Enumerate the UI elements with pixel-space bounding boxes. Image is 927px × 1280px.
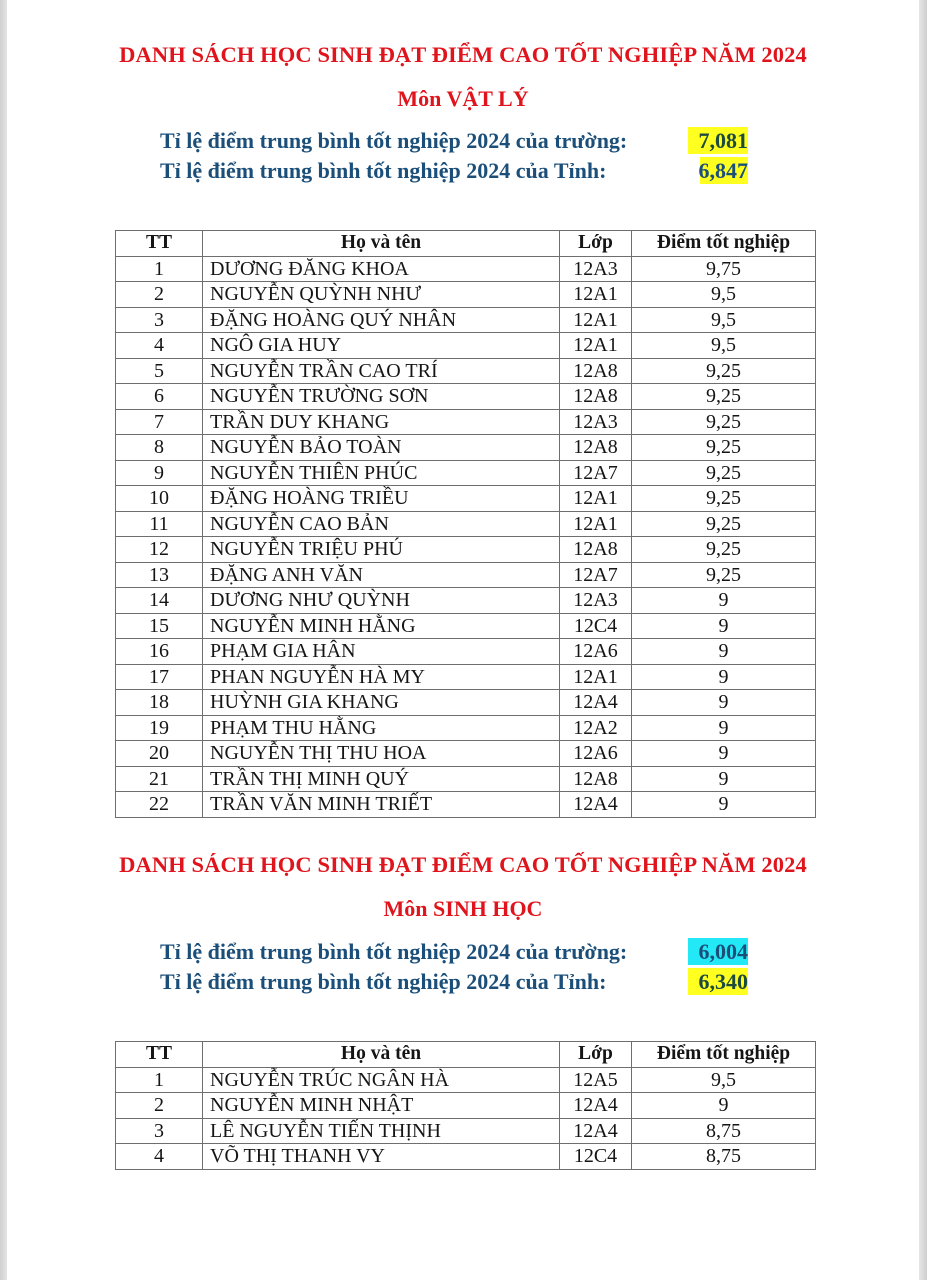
row-number: 4 — [116, 333, 203, 359]
class-name: 12A1 — [560, 307, 632, 333]
table-row — [116, 460, 816, 486]
graduation-score: 9 — [632, 766, 816, 792]
section-title: DANH SÁCH HỌC SINH ĐẠT ĐIỂM CAO TỐT NGHIỆP NĂM 2024 — [119, 42, 807, 67]
class-name: 12A1 — [560, 333, 632, 359]
row-number: 12 — [116, 537, 203, 563]
student-name: HUỲNH GIA KHANG — [203, 690, 560, 716]
table-row — [116, 792, 816, 818]
subject-heading: Môn VẬT LÝ — [397, 86, 529, 111]
graduation-score: 9 — [632, 1093, 816, 1119]
student-name: TRẦN DUY KHANG — [203, 409, 560, 435]
page-edge-left — [0, 0, 7, 1280]
province-average-value: 6,340 — [688, 968, 748, 995]
table-row — [116, 384, 816, 410]
table-row — [116, 409, 816, 435]
class-name: 12A7 — [560, 460, 632, 486]
biology-score-table — [115, 1041, 816, 1170]
school-average-label: Tỉ lệ điểm trung bình tốt nghiệp 2024 của trường: — [160, 128, 628, 153]
row-number: 1 — [116, 256, 203, 282]
student-name: ĐẶNG HOÀNG TRIỀU — [203, 486, 560, 512]
row-number: 22 — [116, 792, 203, 818]
row-number: 18 — [116, 690, 203, 716]
class-name: 12A8 — [560, 384, 632, 410]
student-name: NGUYỄN CAO BẢN — [203, 511, 560, 537]
row-number: 19 — [116, 715, 203, 741]
section-title: DANH SÁCH HỌC SINH ĐẠT ĐIỂM CAO TỐT NGHIỆP NĂM 2024 — [119, 852, 807, 877]
class-name: 12A8 — [560, 435, 632, 461]
table-row — [116, 664, 816, 690]
student-name: TRẦN VĂN MINH TRIẾT — [203, 792, 560, 818]
class-name: 12A4 — [560, 1118, 632, 1144]
biology-table-body — [116, 1067, 816, 1169]
physics-score-table — [115, 230, 816, 818]
class-name: 12A7 — [560, 562, 632, 588]
row-number: 8 — [116, 435, 203, 461]
graduation-score: 8,75 — [632, 1144, 816, 1170]
graduation-score: 9 — [632, 613, 816, 639]
header-score: Điểm tốt nghiệp — [632, 1042, 816, 1068]
row-number: 15 — [116, 613, 203, 639]
student-name: NGUYỄN TRẦN CAO TRÍ — [203, 358, 560, 384]
row-number: 9 — [116, 460, 203, 486]
row-number: 13 — [116, 562, 203, 588]
graduation-score: 9,25 — [632, 358, 816, 384]
student-name: VÕ THỊ THANH VY — [203, 1144, 560, 1170]
school-average-label: Tỉ lệ điểm trung bình tốt nghiệp 2024 của trường: — [160, 939, 628, 964]
row-number: 14 — [116, 588, 203, 614]
class-name: 12A1 — [560, 282, 632, 308]
student-name: NGUYỄN QUỲNH NHƯ — [203, 282, 560, 308]
graduation-score: 8,75 — [632, 1118, 816, 1144]
header-tt: TT — [116, 231, 203, 257]
graduation-score: 9 — [632, 741, 816, 767]
header-class: Lớp — [560, 231, 632, 257]
row-number: 21 — [116, 766, 203, 792]
table-row — [116, 511, 816, 537]
graduation-score: 9,5 — [632, 307, 816, 333]
header-class: Lớp — [560, 1042, 632, 1068]
graduation-score: 9 — [632, 664, 816, 690]
header-name: Họ và tên — [203, 231, 560, 257]
graduation-score: 9 — [632, 690, 816, 716]
row-number: 6 — [116, 384, 203, 410]
table-row — [116, 1118, 816, 1144]
graduation-score: 9,5 — [632, 282, 816, 308]
class-name: 12A1 — [560, 511, 632, 537]
graduation-score: 9,25 — [632, 384, 816, 410]
student-name: NGUYỄN MINH NHẬT — [203, 1093, 560, 1119]
class-name: 12A1 — [560, 664, 632, 690]
student-name: NGUYỄN TRƯỜNG SƠN — [203, 384, 560, 410]
student-name: DƯƠNG NHƯ QUỲNH — [203, 588, 560, 614]
student-name: NGUYỄN THIÊN PHÚC — [203, 460, 560, 486]
row-number: 3 — [116, 1118, 203, 1144]
student-name: NGUYỄN TRIỆU PHÚ — [203, 537, 560, 563]
class-name: 12A3 — [560, 588, 632, 614]
physics-table-body — [116, 256, 816, 817]
table-row — [116, 639, 816, 665]
student-name: PHAN NGUYỄN HÀ MY — [203, 664, 560, 690]
table-row — [116, 358, 816, 384]
class-name: 12A2 — [560, 715, 632, 741]
table-row — [116, 435, 816, 461]
table-row — [116, 256, 816, 282]
class-name: 12C4 — [560, 613, 632, 639]
province-average-value: 6,847 — [688, 157, 748, 184]
row-number: 10 — [116, 486, 203, 512]
province-average-label: Tỉ lệ điểm trung bình tốt nghiệp 2024 của Tỉnh: — [160, 158, 607, 183]
class-name: 12A4 — [560, 1093, 632, 1119]
class-name: 12A8 — [560, 537, 632, 563]
row-number: 2 — [116, 1093, 203, 1119]
student-name: DƯƠNG ĐĂNG KHOA — [203, 256, 560, 282]
class-name: 12A5 — [560, 1067, 632, 1093]
table-row — [116, 333, 816, 359]
school-average-value: 7,081 — [688, 127, 748, 154]
row-number: 16 — [116, 639, 203, 665]
table-row — [116, 537, 816, 563]
table-row — [116, 486, 816, 512]
row-number: 3 — [116, 307, 203, 333]
row-number: 5 — [116, 358, 203, 384]
graduation-score: 9,25 — [632, 537, 816, 563]
student-name: NGUYỄN MINH HẰNG — [203, 613, 560, 639]
table-row — [116, 766, 816, 792]
class-name: 12A6 — [560, 741, 632, 767]
graduation-score: 9 — [632, 639, 816, 665]
table-header-row — [116, 1042, 816, 1068]
graduation-score: 9 — [632, 792, 816, 818]
class-name: 12A3 — [560, 409, 632, 435]
class-name: 12C4 — [560, 1144, 632, 1170]
graduation-score: 9,25 — [632, 511, 816, 537]
table-row — [116, 1067, 816, 1093]
row-number: 11 — [116, 511, 203, 537]
header-score: Điểm tốt nghiệp — [632, 231, 816, 257]
student-name: PHẠM GIA HÂN — [203, 639, 560, 665]
class-name: 12A1 — [560, 486, 632, 512]
class-name: 12A3 — [560, 256, 632, 282]
table-row — [116, 613, 816, 639]
table-row — [116, 588, 816, 614]
table-row — [116, 1144, 816, 1170]
class-name: 12A4 — [560, 792, 632, 818]
student-name: NGUYỄN BẢO TOÀN — [203, 435, 560, 461]
graduation-score: 9,25 — [632, 435, 816, 461]
student-name: NGÔ GIA HUY — [203, 333, 560, 359]
table-row — [116, 307, 816, 333]
table-row — [116, 715, 816, 741]
student-name: NGUYỄN TRÚC NGÂN HÀ — [203, 1067, 560, 1093]
province-average-label: Tỉ lệ điểm trung bình tốt nghiệp 2024 của Tỉnh: — [160, 969, 607, 994]
page-edge-right — [919, 0, 927, 1280]
student-name: NGUYỄN THỊ THU HOA — [203, 741, 560, 767]
graduation-score: 9 — [632, 588, 816, 614]
row-number: 7 — [116, 409, 203, 435]
graduation-score: 9 — [632, 715, 816, 741]
graduation-score: 9,25 — [632, 486, 816, 512]
class-name: 12A4 — [560, 690, 632, 716]
student-name: ĐẶNG ANH VĂN — [203, 562, 560, 588]
document-page — [7, 0, 919, 1280]
row-number: 2 — [116, 282, 203, 308]
subject-heading: Môn SINH HỌC — [383, 896, 543, 921]
table-row — [116, 1093, 816, 1119]
header-tt: TT — [116, 1042, 203, 1068]
class-name: 12A8 — [560, 766, 632, 792]
table-row — [116, 690, 816, 716]
graduation-score: 9,5 — [632, 1067, 816, 1093]
student-name: PHẠM THU HẰNG — [203, 715, 560, 741]
student-name: LÊ NGUYỄN TIẾN THỊNH — [203, 1118, 560, 1144]
header-name: Họ và tên — [203, 1042, 560, 1068]
row-number: 4 — [116, 1144, 203, 1170]
row-number: 17 — [116, 664, 203, 690]
row-number: 1 — [116, 1067, 203, 1093]
table-row — [116, 562, 816, 588]
class-name: 12A8 — [560, 358, 632, 384]
table-row — [116, 741, 816, 767]
class-name: 12A6 — [560, 639, 632, 665]
student-name: ĐẶNG HOÀNG QUÝ NHÂN — [203, 307, 560, 333]
graduation-score: 9,25 — [632, 460, 816, 486]
graduation-score: 9,75 — [632, 256, 816, 282]
graduation-score: 9,5 — [632, 333, 816, 359]
student-name: TRẦN THỊ MINH QUÝ — [203, 766, 560, 792]
table-row — [116, 282, 816, 308]
row-number: 20 — [116, 741, 203, 767]
graduation-score: 9,25 — [632, 562, 816, 588]
table-header-row — [116, 231, 816, 257]
graduation-score: 9,25 — [632, 409, 816, 435]
school-average-value: 6,004 — [688, 938, 748, 965]
